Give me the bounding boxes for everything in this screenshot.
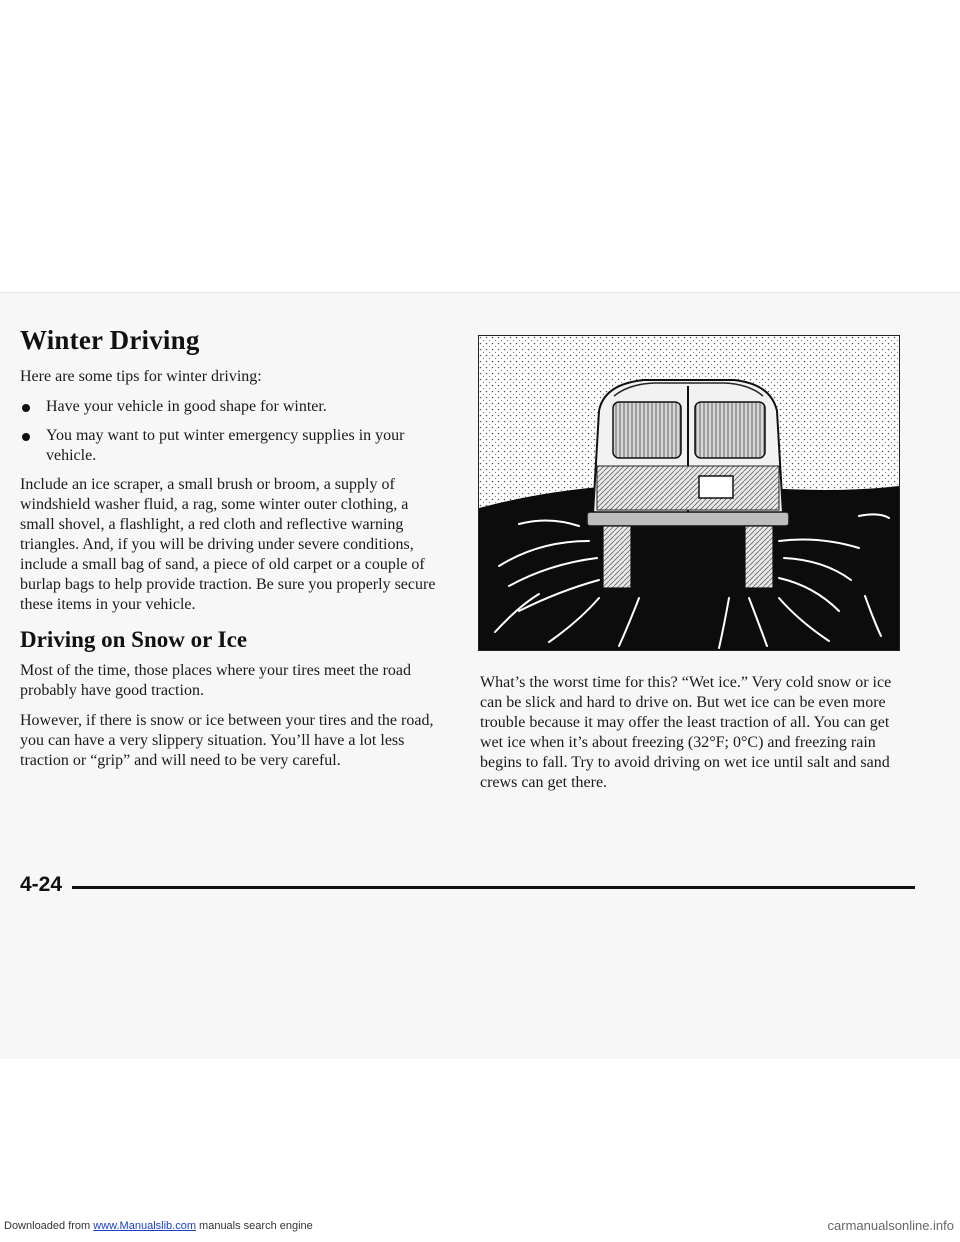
footer-rule: [72, 886, 915, 889]
list-item: [20, 397, 442, 417]
body-paragraph: However, if there is snow or ice between your tires and the road, you can have a very slippery situation. You’ll have a lot less traction or “grip” and will need to be very careful.: [20, 712, 434, 769]
list-item: [20, 426, 442, 466]
download-bar: [0, 1212, 960, 1242]
page-number: 4-24: [20, 873, 63, 896]
download-note: [4, 1220, 313, 1232]
supplies-paragraph: Include an ice scraper, a small brush or broom, a supply of windshield washer fluid, a rag, some winter outer clothing, a small shovel, a flashlight, a red cloth and reflective warning triangles. And, if you will be driving under severe conditions, include a small bag of sand, a piece of old carpet or a couple of burlap bags to help provide traction. Be sure you properly secure these items in your vehicle.: [20, 476, 436, 613]
download-suffix: manuals search engine: [195, 1220, 313, 1232]
page-title: Winter Driving: [20, 325, 200, 355]
list-item-text: You may want to put winter emergency supplies in your vehicle.: [46, 427, 405, 464]
bullet-icon: [22, 404, 30, 412]
van-on-ice-illustration: [478, 335, 900, 651]
left-column: [20, 325, 442, 781]
wet-ice-paragraph: What’s the worst time for this? “Wet ice.” Very cold snow or ice can be slick and hard to drive on. But wet ice can be even more trouble because it may offer the least traction of all. You can get wet ice when it’s about freezing (32°F; 0°C) and freezing rain begins to fall. Try to avoid driving on wet ice until salt and sand crews can get there.: [480, 674, 892, 791]
intro-text: Here are some tips for winter driving:: [20, 368, 262, 385]
list-item-text: Have your vehicle in good shape for winter.: [46, 398, 327, 415]
page-footer: [20, 873, 900, 903]
tips-list: [20, 397, 442, 466]
right-column: [480, 673, 900, 803]
section-heading: Driving on Snow or Ice: [20, 627, 248, 652]
body-paragraph: Most of the time, those places where your tires meet the road probably have good traction.: [20, 662, 411, 699]
van-icon: [479, 336, 899, 650]
manualslib-link[interactable]: www.Manualslib.com: [93, 1220, 196, 1232]
bullet-icon: [22, 433, 30, 441]
watermark: carmanualsonline.info: [827, 1218, 954, 1233]
download-prefix: Downloaded from: [4, 1220, 94, 1232]
